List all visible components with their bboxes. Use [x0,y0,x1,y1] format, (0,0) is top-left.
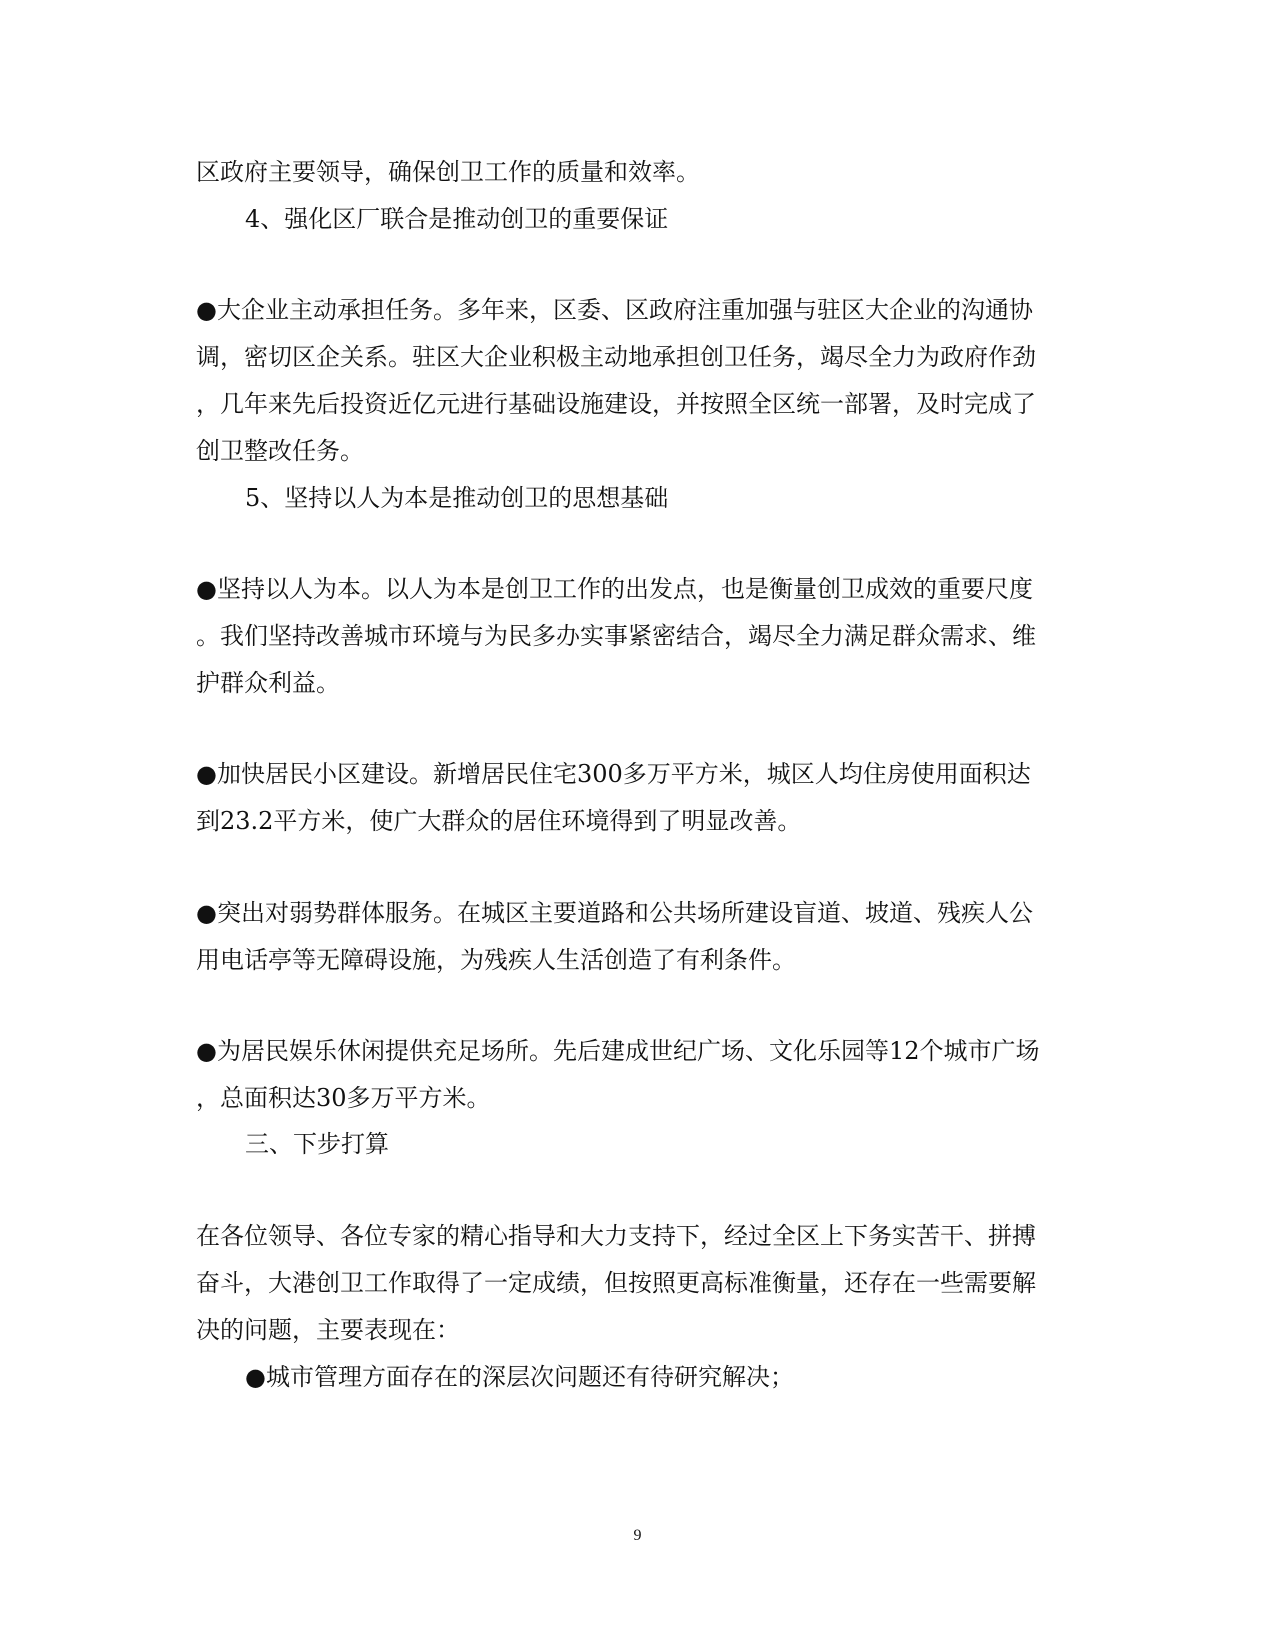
text-line: ●为居民娱乐休闲提供充足场所。先后建成世纪广场、文化乐园等12个城市广场 [196,1037,1040,1065]
text-line: 决的问题，主要表现在： [196,1316,460,1344]
text-line: 区政府主要领导，确保创卫工作的质量和效率。 [196,158,700,186]
text-line: 调，密切区企关系。驻区大企业积极主动地承担创卫任务，竭尽全力为政府作劲 [196,343,1036,371]
text-line: 在各位领导、各位专家的精心指导和大力支持下，经过全区上下务实苦干、拼搏 [196,1222,1036,1250]
text-line: 。我们坚持改善城市环境与为民多办实事紧密结合，竭尽全力满足群众需求、维 [196,622,1036,650]
text-line: 护群众利益。 [196,669,340,697]
text-line: ，总面积达30多万平方米。 [196,1084,491,1112]
text-line: 创卫整改任务。 [196,437,364,465]
section-heading: 5、坚持以人为本是推动创卫的思想基础 [245,484,669,512]
text-line: ●突出对弱势群体服务。在城区主要道路和公共场所建设盲道、坡道、残疾人公 [196,899,1033,927]
text-line: ●坚持以人为本。以人为本是创卫工作的出发点，也是衡量创卫成效的重要尺度 [196,575,1033,603]
section-heading: 三、下步打算 [245,1130,389,1158]
text-line: 奋斗，大港创卫工作取得了一定成绩，但按照更高标准衡量，还存在一些需要解 [196,1269,1036,1297]
text-line: 用电话亭等无障碍设施，为残疾人生活创造了有利条件。 [196,946,796,974]
text-line: ●大企业主动承担任务。多年来，区委、区政府注重加强与驻区大企业的沟通协 [196,296,1033,324]
text-line: 到23.2平方米，使广大群众的居住环境得到了明显改善。 [196,807,802,835]
page-number: 9 [633,1527,642,1544]
text-line: ，几年来先后投资近亿元进行基础设施建设，并按照全区统一部署，及时完成了 [196,390,1036,418]
text-line: ●加快居民小区建设。新增居民住宅300多万平方米，城区人均住房使用面积达 [196,760,1031,788]
bullet-item: ●城市管理方面存在的深层次问题还有待研究解决； [245,1363,794,1391]
section-heading: 4、强化区厂联合是推动创卫的重要保证 [245,205,669,233]
